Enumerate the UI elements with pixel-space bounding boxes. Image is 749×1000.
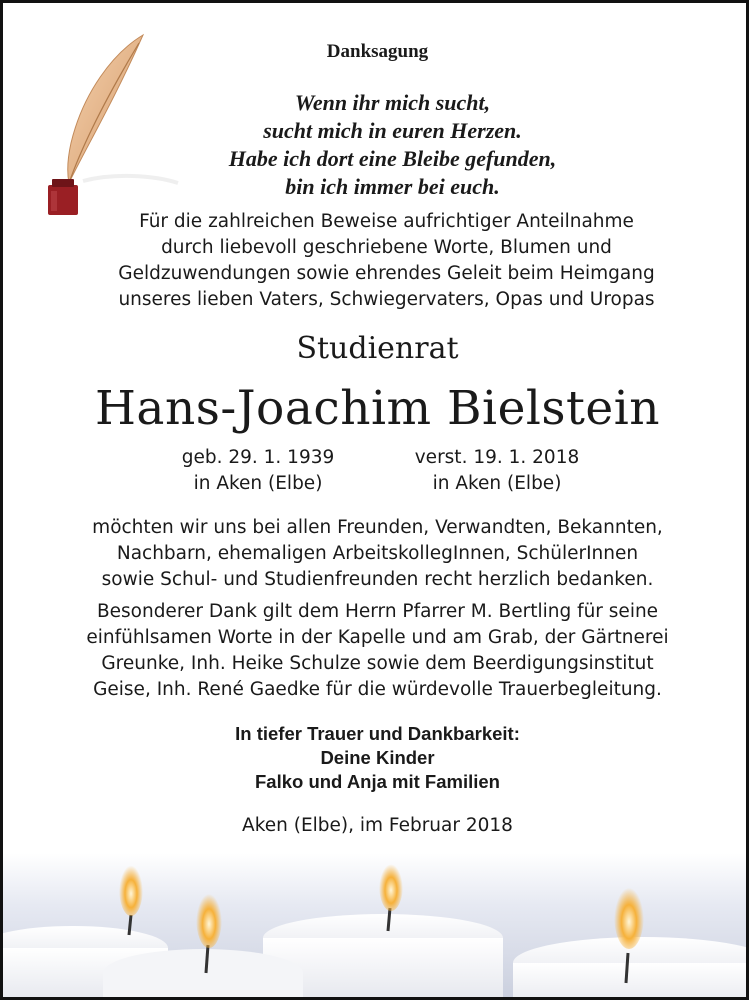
death-date: verst. 19. 1. 2018 bbox=[414, 447, 580, 468]
intro-line: durch liebevoll geschriebene Worte, Blumen und bbox=[161, 237, 612, 258]
place-and-date: Aken (Elbe), im Februar 2018 bbox=[242, 815, 513, 836]
heading: Danksagung bbox=[326, 41, 429, 62]
poem-line: Habe ich dort eine Bleibe gefunden, bbox=[228, 146, 557, 171]
birth-place: in Aken (Elbe) bbox=[193, 473, 323, 494]
poem-line: Wenn ihr mich sucht, bbox=[294, 90, 491, 115]
thanks-line: Nachbarn, ehemaligen ArbeitskollegInnen, SchülerInnen bbox=[116, 543, 639, 564]
signoff-line: Falko und Anja mit Familien bbox=[255, 771, 500, 792]
candles-icon bbox=[3, 853, 749, 1000]
special-thanks-line: Besonderer Dank gilt dem Herrn Pfarrer M. Bertling für seine bbox=[96, 601, 659, 622]
signoff-line: Deine Kinder bbox=[320, 747, 435, 768]
poem-line: bin ich immer bei euch. bbox=[285, 174, 500, 199]
special-thanks-paragraph bbox=[3, 599, 749, 703]
intro-line: Geldzuwendungen sowie ehrendes Geleit beim Heimgang bbox=[118, 263, 655, 284]
death-info bbox=[387, 445, 607, 497]
special-thanks-line: einfühlsamen Worte in der Kapelle und am Grab, der Gärtnerei bbox=[86, 627, 669, 648]
poem bbox=[3, 89, 749, 201]
intro-text bbox=[3, 209, 749, 313]
intro-line: Für die zahlreichen Beweise aufrichtiger Anteilnahme bbox=[139, 211, 634, 232]
intro-line: unseres lieben Vaters, Schwiegervaters, Opas und Uropas bbox=[118, 289, 655, 310]
poem-line: sucht mich in euren Herzen. bbox=[263, 118, 522, 143]
thanks-paragraph bbox=[3, 515, 749, 593]
signoff bbox=[3, 722, 749, 794]
deceased-name: Hans-Joachim Bielstein bbox=[94, 381, 661, 436]
special-thanks-line: Greunke, Inh. Heike Schulze sowie dem Beerdigungsinstitut bbox=[101, 653, 654, 674]
signoff-line: In tiefer Trauer und Dankbarkeit: bbox=[235, 723, 520, 744]
thanks-line: sowie Schul- und Studienfreunden recht herzlich bedanken. bbox=[101, 569, 654, 590]
birth-info bbox=[148, 445, 368, 497]
thanks-line: möchten wir uns bei allen Freunden, Verwandten, Bekannten, bbox=[92, 517, 663, 538]
birth-date: geb. 29. 1. 1939 bbox=[181, 447, 335, 468]
death-place: in Aken (Elbe) bbox=[432, 473, 562, 494]
special-thanks-line: Geise, Inh. René Gaedke für die würdevolle Trauerbegleitung. bbox=[93, 679, 662, 700]
deceased-title: Studienrat bbox=[296, 331, 459, 366]
